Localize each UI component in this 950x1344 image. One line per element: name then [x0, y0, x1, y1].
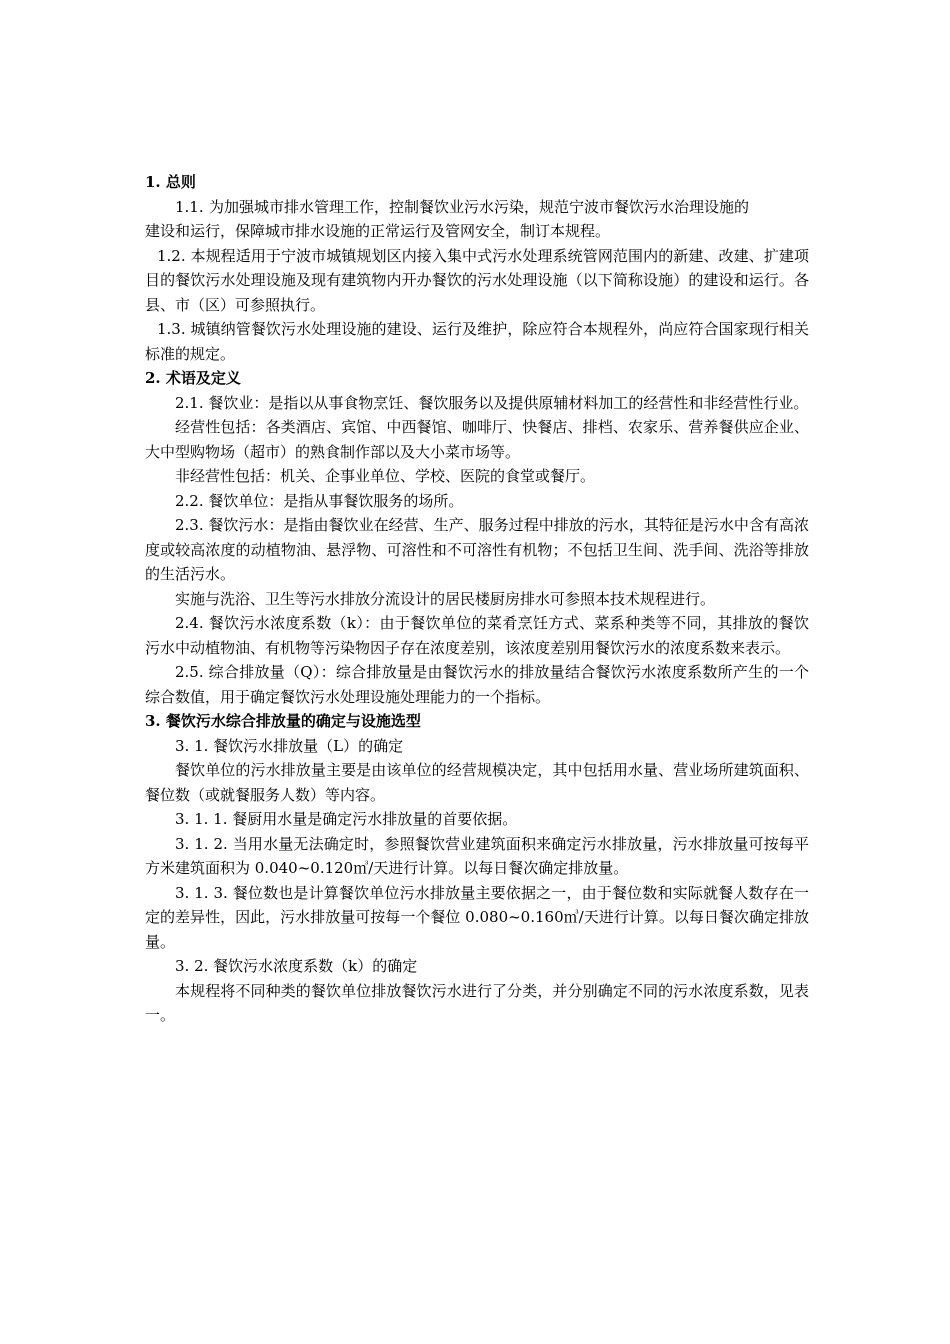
clause-1-1	[145, 195, 809, 220]
clause-1-2: 1.2. 本规程适用于宁波市城镇规划区内接入集中式污水处理系统管网范围内的新建、改建、扩建项目的餐饮污水处理设施及现有建筑物内开办餐饮的污水处理设施（以下简称设施）的建设和运行。各县、市（区）可参照执行。	[145, 246, 809, 314]
clause-1-1-continuation: 建设和运行，保障城市排水设施的正常运行及管网安全，制订本规程。	[145, 222, 611, 240]
clause-3-1-3: 3. 1. 3. 餐位数也是计算餐饮单位污水排放量主要依据之一，由于餐位数和实际就餐人数存在一定的差异性，因此，污水排放量可按每一个餐位 0.080~0.160㎥/天进行计算。以每日餐次确定排放量。	[145, 883, 809, 951]
clause-1-3: 1.3. 城镇纳管餐饮污水处理设施的建设、运行及维护，除应符合本规程外，尚应符合国家现行相关标准的规定。	[145, 320, 809, 363]
clause-3-2-body: 本规程将不同种类的餐饮单位排放餐饮污水进行了分类，并分别确定不同的污水浓度系数，见表一。	[145, 981, 809, 1024]
clause-1-1-text: 为加强城市排水管理工作，控制餐饮业污水污染，规范宁波市餐饮污水治理设施的	[209, 197, 750, 216]
document-page	[145, 170, 809, 1028]
clause-2-4: 2.4. 餐饮污水浓度系数（k）：由于餐饮单位的菜肴烹饪方式、菜系种类等不同，其排放的餐饮污水中动植物油、有机物等污染物因子存在浓度差别，该浓度差别用餐饮污水的浓度系数来表示。	[145, 614, 809, 657]
clause-2-3: 2.3. 餐饮污水：是指由餐饮业在经营、生产、服务过程中排放的污水，其特征是污水中含有高浓度或较高浓度的动植物油、悬浮物、可溶性和不可溶性有机物；不包括卫生间、洗手间、洗浴等排放的生活污水。	[145, 516, 809, 583]
section-2-heading: 2. 术语及定义	[145, 369, 241, 387]
clause-2-3-note: 实施与洗浴、卫生等污水排放分流设计的居民楼厨房排水可参照本技术规程进行。	[175, 589, 716, 608]
clause-3-1-body: 餐饮单位的污水排放量主要是由该单位的经营规模决定，其中包括用水量、营业场所建筑面积、餐位数（或就餐服务人数）等内容。	[145, 761, 809, 804]
clause-3-2: 3. 2. 餐饮污水浓度系数（k）的确定	[175, 957, 418, 975]
clause-2-2: 2.2. 餐饮单位：是指从事餐饮服务的场所。	[175, 491, 464, 510]
section-3-heading: 3. 餐饮污水综合排放量的确定与设施选型	[145, 712, 421, 730]
clause-3-1: 3. 1. 餐饮污水排放量（L）的确定	[175, 736, 404, 755]
clause-2-1-commercial: 经营性包括：各类酒店、宾馆、中西餐馆、咖啡厅、快餐店、排档、农家乐、营养餐供应企业、大中型购物场（超市）的熟食制作部以及大小菜市场等。	[145, 418, 809, 461]
clause-2-1-noncommercial: 非经营性包括：机关、企事业单位、学校、医院的食堂或餐厅。	[175, 467, 596, 485]
clause-3-1-2: 3. 1. 2. 当用水量无法确定时，参照餐饮营业建筑面积来确定污水排放量，污水排放量可按每平方米建筑面积为 0.040~0.120㎥/天进行计算。以每日餐次确定排放量。	[145, 834, 809, 877]
clause-3-1-1: 3. 1. 1. 餐厨用水量是确定污水排放量的首要依据。	[175, 810, 518, 828]
section-1-heading: 1. 总则	[145, 173, 196, 191]
clause-1-1-number: 1.1.	[175, 197, 204, 216]
clause-2-1: 2.1. 餐饮业：是指以从事食物烹饪、餐饮服务以及提供原辅材料加工的经营性和非经营性行业。	[175, 393, 809, 412]
clause-2-5: 2.5. 综合排放量（Q）：综合排放量是由餐饮污水的排放量结合餐饮污水浓度系数所产生的一个综合数值，用于确定餐饮污水处理设施处理能力的一个指标。	[145, 663, 809, 706]
